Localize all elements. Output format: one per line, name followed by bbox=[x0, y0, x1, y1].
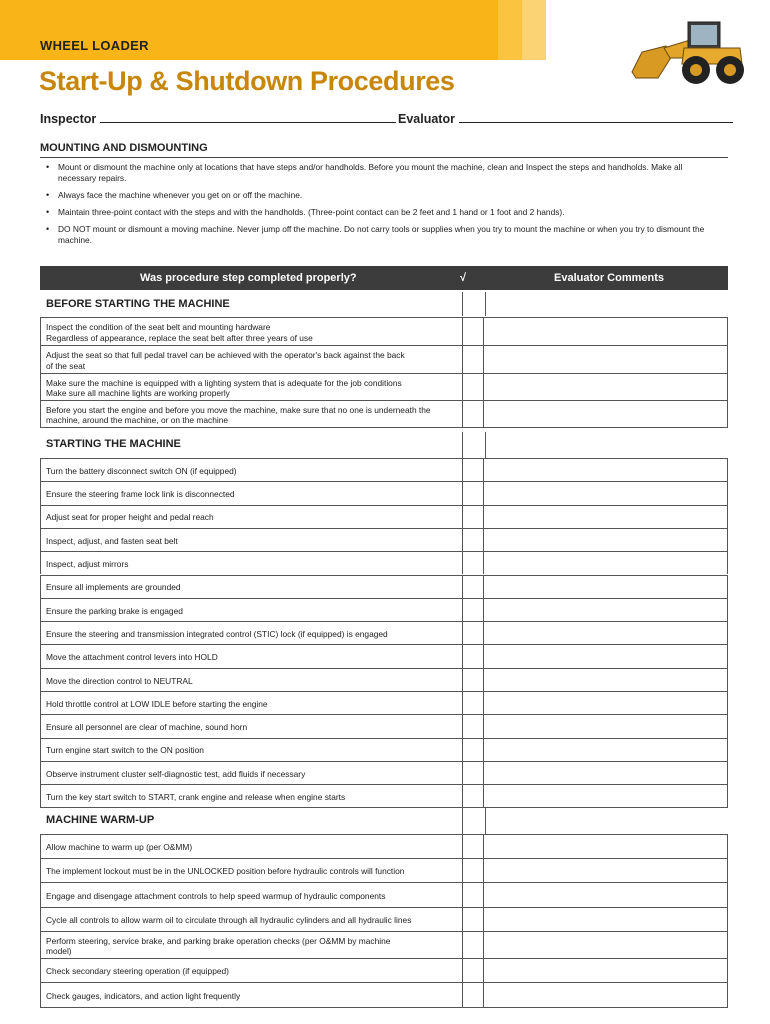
table-row bbox=[40, 958, 728, 982]
table-row bbox=[40, 345, 728, 373]
evaluator-comment-cell[interactable] bbox=[484, 883, 728, 907]
mounting-heading: MOUNTING AND DISMOUNTING bbox=[40, 142, 208, 154]
evaluator-comment-cell[interactable] bbox=[484, 622, 728, 644]
document-subtitle: WHEEL LOADER bbox=[40, 38, 149, 53]
table-row bbox=[40, 931, 728, 958]
procedure-step: Ensure the steering frame lock link is disconnected bbox=[40, 482, 462, 504]
procedure-step: Adjust the seat so that full pedal travel can be achieved with the operator's back against the back of the seat bbox=[40, 346, 462, 373]
procedure-step: Inspect the condition of the seat belt and mounting hardware Regardless of appearance, replace the seat belt after three years of use bbox=[40, 318, 462, 345]
evaluator-comment-cell[interactable] bbox=[484, 762, 728, 784]
section-heading: BEFORE STARTING THE MACHINE bbox=[46, 298, 230, 310]
evaluator-comment-cell[interactable] bbox=[484, 669, 728, 691]
completed-checkbox[interactable] bbox=[462, 645, 484, 667]
evaluator-comment-cell[interactable] bbox=[484, 576, 728, 598]
completed-checkbox[interactable] bbox=[462, 599, 484, 621]
procedure-step: Move the attachment control levers into HOLD bbox=[40, 645, 462, 667]
procedure-step: Check secondary steering operation (if equipped) bbox=[40, 959, 462, 982]
completed-checkbox[interactable] bbox=[462, 739, 484, 761]
evaluator-comment-cell[interactable] bbox=[484, 599, 728, 621]
completed-checkbox[interactable] bbox=[462, 459, 484, 481]
table-row bbox=[40, 598, 728, 621]
header-banner bbox=[0, 0, 546, 60]
table-row bbox=[40, 528, 728, 551]
table-row bbox=[40, 644, 728, 667]
procedure-step: The implement lockout must be in the UNLOCKED position before hydraulic controls will function bbox=[40, 859, 462, 882]
mounting-bullet-list bbox=[44, 162, 714, 252]
completed-checkbox[interactable] bbox=[462, 835, 484, 858]
evaluator-label: Evaluator bbox=[398, 112, 455, 126]
completed-checkbox[interactable] bbox=[462, 762, 484, 784]
evaluator-comment-cell[interactable] bbox=[484, 346, 728, 373]
procedure-step: Ensure the steering and transmission integrated control (STIC) lock (if equipped) is engaged bbox=[40, 622, 462, 644]
evaluator-comment-cell[interactable] bbox=[484, 645, 728, 667]
procedure-step: Adjust seat for proper height and pedal reach bbox=[40, 506, 462, 528]
completed-checkbox[interactable] bbox=[462, 883, 484, 907]
inspector-label: Inspector bbox=[40, 112, 97, 126]
completed-checkbox[interactable] bbox=[462, 346, 484, 373]
procedure-step: Turn engine start switch to the ON position bbox=[40, 739, 462, 761]
mounting-bullet: • Always face the machine whenever you get on or off the machine. bbox=[44, 190, 714, 201]
section-warmup bbox=[40, 808, 728, 834]
procedure-step: Ensure all personnel are clear of machine, sound horn bbox=[40, 715, 462, 737]
procedure-step: Perform steering, service brake, and parking brake operation checks (per O&MM by machine model) bbox=[40, 932, 462, 958]
completed-checkbox[interactable] bbox=[462, 552, 484, 574]
completed-checkbox[interactable] bbox=[462, 576, 484, 598]
check-header: √ bbox=[460, 272, 467, 284]
table-row bbox=[40, 575, 728, 598]
table-row bbox=[40, 668, 728, 691]
check-column-gap bbox=[462, 808, 486, 834]
banner-stripe-light bbox=[522, 0, 546, 60]
completed-checkbox[interactable] bbox=[462, 482, 484, 504]
evaluator-comment-cell[interactable] bbox=[484, 739, 728, 761]
table-row bbox=[40, 882, 728, 907]
procedure-step: Engage and disengage attachment controls to help speed warmup of hydraulic components bbox=[40, 883, 462, 907]
procedure-step: Turn the battery disconnect switch ON (if equipped) bbox=[40, 459, 462, 481]
procedure-step: Inspect, adjust mirrors bbox=[40, 552, 462, 574]
inspector-line[interactable] bbox=[100, 112, 396, 123]
completed-checkbox[interactable] bbox=[462, 715, 484, 737]
table-row bbox=[40, 858, 728, 882]
table-row bbox=[40, 505, 728, 528]
completed-checkbox[interactable] bbox=[462, 983, 484, 1007]
table-row bbox=[40, 784, 728, 807]
procedure-step: Observe instrument cluster self-diagnostic test, add fluids if necessary bbox=[40, 762, 462, 784]
completed-checkbox[interactable] bbox=[462, 932, 484, 958]
evaluator-comment-cell[interactable] bbox=[484, 401, 728, 427]
procedure-step: Before you start the engine and before you move the machine, make sure that no one is underneath the machine, around the machine, or on the machine bbox=[40, 401, 462, 427]
table-row bbox=[40, 834, 728, 858]
procedure-step: Ensure all implements are grounded bbox=[40, 576, 462, 598]
evaluator-comment-cell[interactable] bbox=[484, 785, 728, 807]
section-heading: STARTING THE MACHINE bbox=[46, 438, 181, 450]
table-row bbox=[40, 373, 728, 400]
inspector-field[interactable] bbox=[40, 112, 396, 126]
completed-checkbox[interactable] bbox=[462, 959, 484, 982]
table-row bbox=[40, 458, 728, 481]
completed-checkbox[interactable] bbox=[462, 859, 484, 882]
section-starting bbox=[40, 432, 728, 458]
evaluator-comment-cell[interactable] bbox=[484, 318, 728, 345]
evaluator-comment-cell[interactable] bbox=[484, 482, 728, 504]
evaluator-comment-cell[interactable] bbox=[484, 529, 728, 551]
check-column-gap bbox=[462, 292, 486, 316]
table-bottom-rule bbox=[40, 1007, 728, 1008]
completed-checkbox[interactable] bbox=[462, 506, 484, 528]
table-row bbox=[40, 738, 728, 761]
procedure-step: Check gauges, indicators, and action light frequently bbox=[40, 983, 462, 1007]
table-row bbox=[40, 481, 728, 504]
wheel-loader-illustration bbox=[628, 12, 746, 86]
evaluator-comment-cell[interactable] bbox=[484, 835, 728, 858]
evaluator-comment-cell[interactable] bbox=[484, 983, 728, 1007]
table-row bbox=[40, 761, 728, 784]
evaluator-comment-cell[interactable] bbox=[484, 932, 728, 958]
table-row bbox=[40, 621, 728, 644]
table-header bbox=[40, 266, 728, 290]
mounting-bullet: • Mount or dismount the machine only at locations that have steps and/or handholds. Before you mount the machine, clean and Inspect the steps and handholds. Make all necessary repairs. bbox=[44, 162, 714, 184]
evaluator-comment-cell[interactable] bbox=[484, 692, 728, 714]
section-heading: MACHINE WARM-UP bbox=[46, 814, 155, 826]
completed-checkbox[interactable] bbox=[462, 669, 484, 691]
procedure-step: Allow machine to warm up (per O&MM) bbox=[40, 835, 462, 858]
table-row bbox=[40, 317, 728, 345]
check-column-gap bbox=[462, 432, 486, 458]
table-row bbox=[40, 982, 728, 1007]
evaluator-field[interactable] bbox=[398, 112, 733, 126]
completed-checkbox[interactable] bbox=[462, 622, 484, 644]
table-row bbox=[40, 691, 728, 714]
procedure-step: Cycle all controls to allow warm oil to circulate through all hydraulic cylinders and all hydraulic lines bbox=[40, 908, 462, 931]
table-row bbox=[40, 714, 728, 737]
evaluator-line[interactable] bbox=[459, 112, 733, 123]
completed-checkbox[interactable] bbox=[462, 908, 484, 931]
procedure-step: Move the direction control to NEUTRAL bbox=[40, 669, 462, 691]
completed-checkbox[interactable] bbox=[462, 318, 484, 345]
evaluator-comment-cell[interactable] bbox=[484, 459, 728, 481]
completed-checkbox[interactable] bbox=[462, 692, 484, 714]
completed-checkbox[interactable] bbox=[462, 785, 484, 807]
completed-checkbox[interactable] bbox=[462, 529, 484, 551]
mounting-bullet: • Maintain three-point contact with the steps and with the handholds. (Three-point contact can be 2 feet and 1 hand or 1 foot and 2 hands). bbox=[44, 207, 714, 218]
comments-header: Evaluator Comments bbox=[554, 272, 665, 284]
evaluator-comment-cell[interactable] bbox=[484, 715, 728, 737]
procedure-step: Make sure the machine is equipped with a lighting system that is adequate for the job conditions Make sure all machine lights are working properly bbox=[40, 374, 462, 400]
procedure-step: Turn the key start switch to START, crank engine and release when engine starts bbox=[40, 785, 462, 807]
procedure-step: Hold throttle control at LOW IDLE before starting the engine bbox=[40, 692, 462, 714]
evaluator-comment-cell[interactable] bbox=[484, 859, 728, 882]
section-before bbox=[40, 292, 728, 316]
banner-stripe bbox=[498, 0, 522, 60]
evaluator-comment-cell[interactable] bbox=[484, 908, 728, 931]
section-divider bbox=[40, 157, 728, 158]
evaluator-comment-cell[interactable] bbox=[484, 959, 728, 982]
evaluator-comment-cell[interactable] bbox=[484, 374, 728, 400]
mounting-bullet: • DO NOT mount or dismount a moving machine. Never jump off the machine. Do not carry tools or supplies when you try to mount the machine or when you try to dismount the machine. bbox=[44, 224, 714, 246]
question-header: Was procedure step completed properly? bbox=[140, 272, 357, 284]
evaluator-comment-cell[interactable] bbox=[484, 552, 728, 574]
completed-checkbox[interactable] bbox=[462, 401, 484, 427]
table-row bbox=[40, 907, 728, 931]
completed-checkbox[interactable] bbox=[462, 374, 484, 400]
procedure-step: Ensure the parking brake is engaged bbox=[40, 599, 462, 621]
table-bottom-rule bbox=[40, 427, 728, 428]
table-row bbox=[40, 551, 728, 574]
page-title: Start-Up & Shutdown Procedures bbox=[39, 66, 455, 96]
table-row bbox=[40, 400, 728, 427]
evaluator-comment-cell[interactable] bbox=[484, 506, 728, 528]
procedure-step: Inspect, adjust, and fasten seat belt bbox=[40, 529, 462, 551]
